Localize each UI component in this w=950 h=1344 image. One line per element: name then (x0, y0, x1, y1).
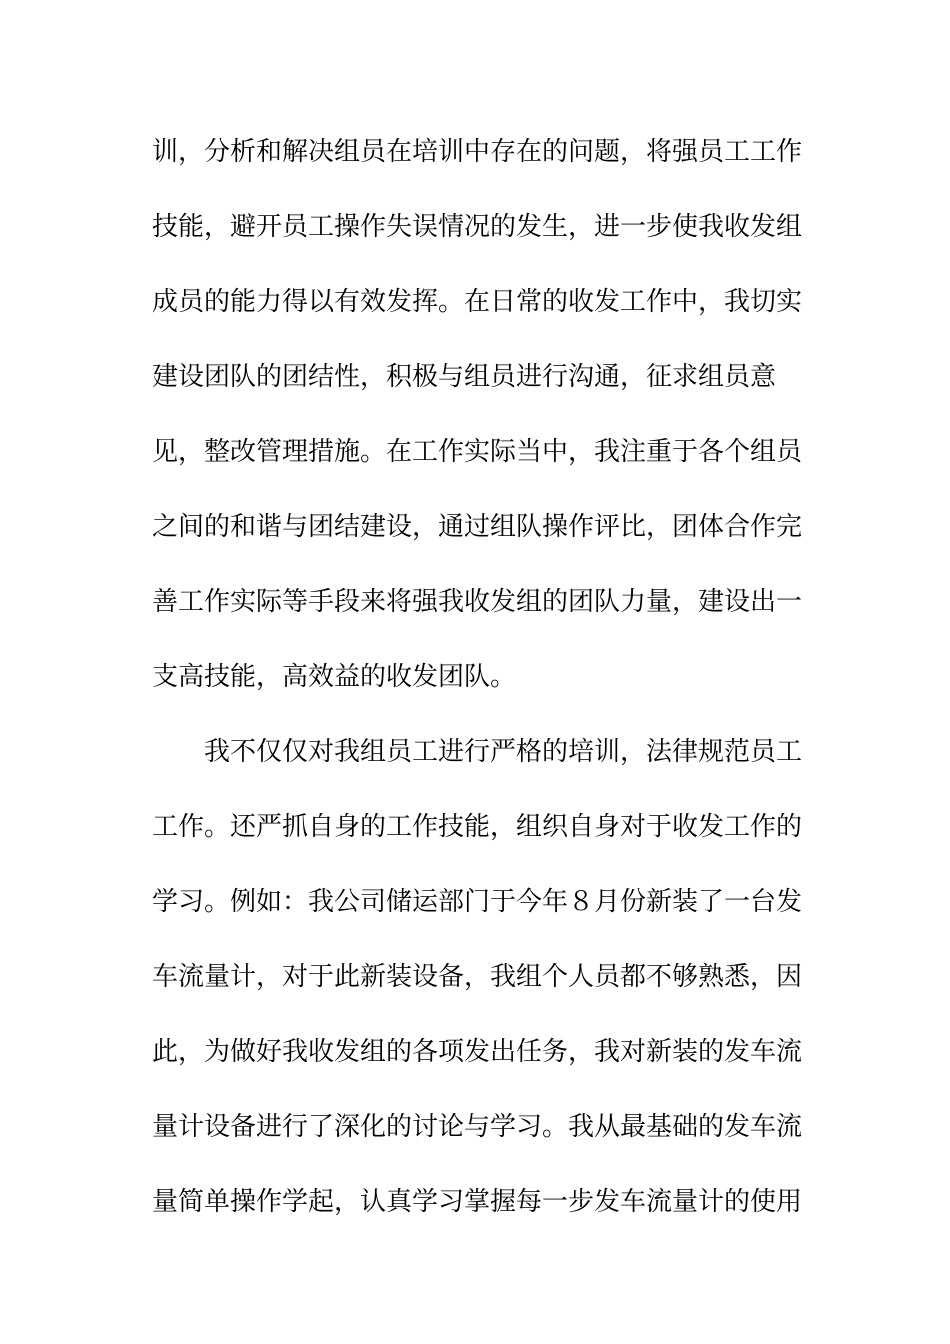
text-line: 量简单操作学起，认真学习掌握每一步发车流量计的使用 (152, 1187, 803, 1217)
text-line: 训，分析和解决组员在培训中存在的问题，将强员工工作 (152, 137, 803, 167)
text-line: 成员的能力得以有效发挥。在日常的收发工作中，我切实 (152, 287, 803, 317)
text-line: 建设团队的团结性，积极与组员进行沟通，征求组员意 (152, 362, 777, 392)
text-line: 此，为做好我收发组的各项发出任务，我对新装的发车流 (152, 1037, 803, 1067)
text-line: 技能，避开员工操作失误情况的发生，进一步使我收发组 (152, 212, 803, 242)
text-line: 车流量计，对于此新装设备，我组个人员都不够熟悉，因 (152, 962, 803, 992)
body-text (152, 126, 802, 1251)
text-line: 见，整改管理措施。在工作实际当中，我注重于各个组员 (152, 437, 803, 467)
text-line: 学习。例如：我公司储运部门于今年８月份新装了一台发 (152, 887, 803, 917)
text-line: 工作。还严抓自身的工作技能，组织自身对于收发工作的 (152, 812, 803, 842)
text-line: 善工作实际等手段来将强我收发组的团队力量，建设出一 (152, 587, 803, 617)
text-line: 量计设备进行了深化的讨论与学习。我从最基础的发车流 (152, 1112, 803, 1142)
text-line: 支高技能，高效益的收发团队。 (152, 662, 517, 692)
text-line: 我不仅仅对我组员工进行严格的培训，法律规范员工 (152, 737, 803, 767)
text-line: 之间的和谐与团结建设，通过组队操作评比，团体合作完 (152, 512, 803, 542)
